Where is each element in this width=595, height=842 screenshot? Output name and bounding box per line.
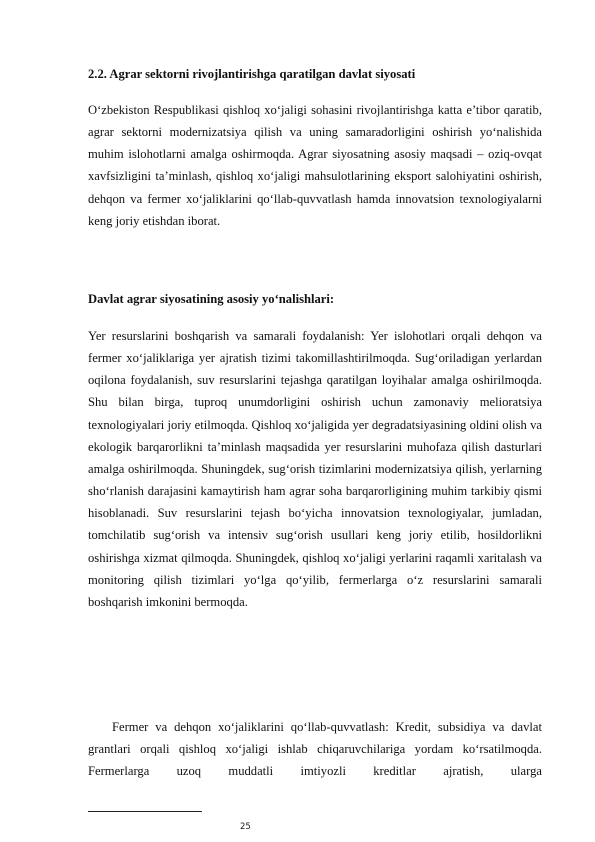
paragraph-farmer-support: Fermer va dehqon xo‘jaliklarini qo‘llab-quvvatlash: Kredit, subsidiya va davlat grantlari orqali qishloq xo‘jaligi ishlab chiqaruvchilariga yordam ko‘rsatilmoqda. Fermerlarga uzoq muddatli imtiyozli kreditlar ajratish, ularga	[88, 720, 542, 779]
intro-paragraph: O‘zbekiston Respublikasi qishloq xo‘jaligi sohasini rivojlantirishga katta e’tibor qaratib, agrar sektorni modernizatsiya qilish va uning samaradorligini oshirish yo‘nalishida muhim islohotlarni amalga oshirmoqda. Agrar siyosatning asosiy maqsadi – oziq-ovqat xavfsizligini ta’minlash, qishloq xo‘jaligi mahsulotlarining eksport salohiyatini oshirish, dehqon va fermer xo‘jaliklarini qo‘llab-quvvatlash hamda innovatsion texnologiyalarni keng joriy etishdan iborat.	[88, 103, 542, 228]
section-heading: 2.2. Agrar sektorni rivojlantirishga qaratilgan davlat siyosati	[88, 67, 416, 81]
page-number: 25	[240, 822, 251, 832]
footnote-divider	[88, 811, 202, 812]
subheading: Davlat agrar siyosatining asosiy yo‘nalishlari:	[88, 292, 335, 306]
paragraph-land-resources: Yer resurslarini boshqarish va samarali foydalanish: Yer islohotlari orqali dehqon va fermer xo‘jaliklariga yer ajratish tizimi takomillashtirilmoqda. Sug‘oriladigan yerlardan oqilona foydalanish, suv resurslarini tejashga qaratilgan loyihalar amalga oshirilmoqda. Shu bilan birga, tuproq unumdorligini oshirish uchun zamonaviy melioratsiya texnologiyalari joriy etilmoqda. Qishloq xo‘jaligida yer degradatsiyasining oldini olish va ekologik barqarorlikni ta’minlash maqsadida yer resurslarini muhofaza qilish dasturlari amalga oshirilmoqda. Shuningdek, sug‘orish tizimlarini modernizatsiya qilish, yerlarning sho‘rlanish darajasini kamaytirish ham agrar soha barqarorligining muhim tarkibiy qismi hisoblanadi. Suv resurslarini tejash bo‘yicha innovatsion texnologiyalar, jumladan, tomchilatib sug‘orish va intensiv sug‘orish usullari keng joriy etilib, hosildorlikni oshirishga xizmat qilmoqda. Shuningdek, qishloq xo‘jaligi yerlarini raqamli xaritalash va monitoring qilish tizimlari yo‘lga qo‘yilib, fermerlarga o‘z resurslarini samarali boshqarish imkonini bermoqda.	[88, 329, 542, 609]
